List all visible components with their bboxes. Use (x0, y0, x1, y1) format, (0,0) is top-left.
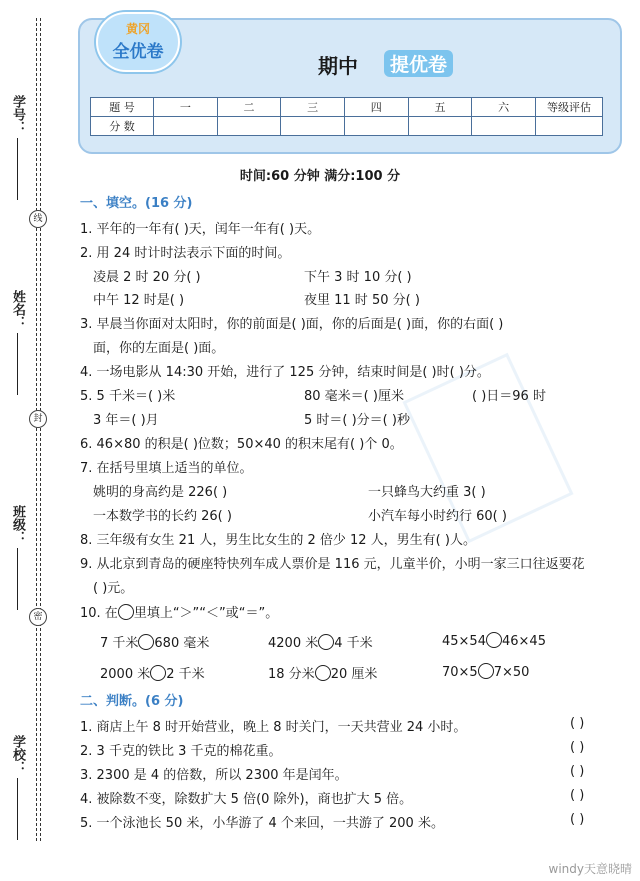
judge-item-1: 1. 商店上午 8 时开始营业，晚上 8 时关门，一天共营业 24 小时。 (80, 720, 467, 735)
score-input-cell[interactable] (536, 117, 603, 136)
page-subtitle: 提优卷 (384, 50, 453, 77)
time-info: 时间:60 分钟 满分:100 分 (239, 169, 401, 184)
page-title: 期中 (318, 54, 358, 78)
section1-heading: 一、填空。(16 分) (80, 196, 193, 211)
binding-dashed-line-inner (40, 18, 41, 841)
compare-item: 70×5 7×50 (442, 665, 530, 680)
question-2a: 凌晨 2 时 20 分( ) (93, 270, 201, 285)
question-2: 2. 用 24 时计时法表示下面的时间。 (80, 246, 291, 261)
table-cell: 二 (217, 98, 281, 117)
badge-bottom-text: 全优卷 (112, 42, 164, 62)
compare-circle-icon[interactable] (486, 632, 502, 648)
compare-circle-icon (118, 604, 134, 620)
question-10 (80, 602, 278, 621)
question-9a: 9. 从北京到青岛的硬座特快列车成人票价是 116 元，儿童半价，小明一家三口往返要花 (80, 557, 585, 572)
score-input-cell[interactable] (281, 117, 345, 136)
judge-item-2: 2. 3 千克的铁比 3 千克的棉花重。 (80, 744, 282, 759)
table-cell: 题 号 (91, 98, 154, 117)
question-7a: 姚明的身高约是 226( ) (93, 485, 228, 500)
score-table-score-row (91, 117, 603, 136)
section2-heading: 二、判断。(6 分) (80, 694, 184, 709)
table-cell: 五 (408, 98, 472, 117)
score-input-cell[interactable] (154, 117, 218, 136)
table-cell: 三 (281, 98, 345, 117)
score-table-header-row (91, 98, 603, 117)
compare-item: 7 千米 680 毫米 (100, 636, 210, 651)
judge-answer-box[interactable]: ( ) (570, 716, 585, 731)
question-5a: 5. 5 千米＝( )米 (80, 389, 176, 404)
school-label: 学校： (8, 735, 27, 840)
question-7: 7. 在括号里填上适当的单位。 (80, 461, 253, 476)
question-2d: 夜里 11 时 50 分( ) (304, 293, 420, 308)
question-10-prefix: 10. 在 (80, 606, 118, 621)
binding-mark-secret: 密 (29, 608, 47, 626)
judge-item-3: 3. 2300 是 4 的倍数，所以 2300 年是闰年。 (80, 768, 348, 783)
table-cell: 六 (472, 98, 536, 117)
compare-circle-icon[interactable] (478, 663, 494, 679)
judge-item-5: 5. 一个泳池长 50 米，小华游了 4 个来回，一共游了 200 米。 (80, 816, 444, 831)
binding-dashed-line (36, 18, 37, 841)
question-7b: 一只蜂鸟大约重 3( ) (368, 485, 486, 500)
question-10-suffix: 里填上“＞”“＜”或“＝”。 (133, 606, 279, 621)
name-label: 姓名： (8, 290, 27, 395)
question-5b: 80 毫米＝( )厘米 (304, 389, 404, 404)
question-2c: 中午 12 时是( ) (93, 293, 185, 308)
compare-circle-icon[interactable] (318, 634, 334, 650)
table-cell: 一 (154, 98, 218, 117)
question-5d: 3 年＝( )月 (93, 413, 159, 428)
question-5e: 5 时＝( )分＝( )秒 (304, 413, 410, 428)
question-1: 1. 平年的一年有( )天，闰年一年有( )天。 (80, 222, 321, 237)
question-5c: ( )日＝96 时 (472, 389, 546, 404)
question-3b: 面，你的左面是( )面。 (93, 341, 225, 356)
table-cell: 四 (344, 98, 408, 117)
compare-item: 45×54 46×45 (442, 634, 546, 649)
judge-answer-box[interactable]: ( ) (570, 764, 585, 779)
compare-circle-icon[interactable] (150, 665, 166, 681)
judge-answer-box[interactable]: ( ) (570, 740, 585, 755)
score-input-cell[interactable] (344, 117, 408, 136)
judge-item-4: 4. 被除数不变，除数扩大 5 倍(0 除外)，商也扩大 5 倍。 (80, 792, 413, 807)
table-cell: 等级评估 (536, 98, 603, 117)
compare-item: 2000 米 2 千米 (100, 667, 205, 682)
table-cell: 分 数 (91, 117, 154, 136)
watermark-text: windy天意晓晴 (548, 862, 632, 876)
score-input-cell[interactable] (408, 117, 472, 136)
score-input-cell[interactable] (472, 117, 536, 136)
compare-item: 4200 米 4 千米 (268, 636, 373, 651)
compare-circle-icon[interactable] (315, 665, 331, 681)
question-6: 6. 46×80 的积是( )位数；50×40 的积末尾有( )个 0。 (80, 437, 403, 452)
question-7d: 小汽车每小时约行 60( ) (368, 509, 507, 524)
question-9b: ( )元。 (93, 581, 134, 596)
class-label: 班级： (8, 505, 27, 610)
question-4: 4. 一场电影从 14:30 开始，进行了 125 分钟，结束时间是( )时( )分。 (80, 365, 490, 380)
score-input-cell[interactable] (217, 117, 281, 136)
question-8: 8. 三年级有女生 21 人，男生比女生的 2 倍少 12 人，男生有( )人。 (80, 533, 476, 548)
judge-answer-box[interactable]: ( ) (570, 812, 585, 827)
compare-circle-icon[interactable] (138, 634, 154, 650)
judge-answer-box[interactable]: ( ) (570, 788, 585, 803)
question-3a: 3. 早晨当你面对太阳时，你的前面是( )面，你的后面是( )面，你的右面( ) (80, 317, 504, 332)
binding-mark-seal: 封 (29, 410, 47, 428)
score-table (90, 97, 603, 136)
compare-item: 18 分米 20 厘米 (268, 667, 378, 682)
question-2b: 下午 3 时 10 分( ) (304, 270, 412, 285)
brand-badge (96, 12, 180, 72)
question-7c: 一本数学书的长约 26( ) (93, 509, 232, 524)
badge-top-text: 黄冈 (125, 22, 150, 36)
student-id-label: 学号： (8, 95, 27, 200)
binding-mark-line: 线 (29, 210, 47, 228)
